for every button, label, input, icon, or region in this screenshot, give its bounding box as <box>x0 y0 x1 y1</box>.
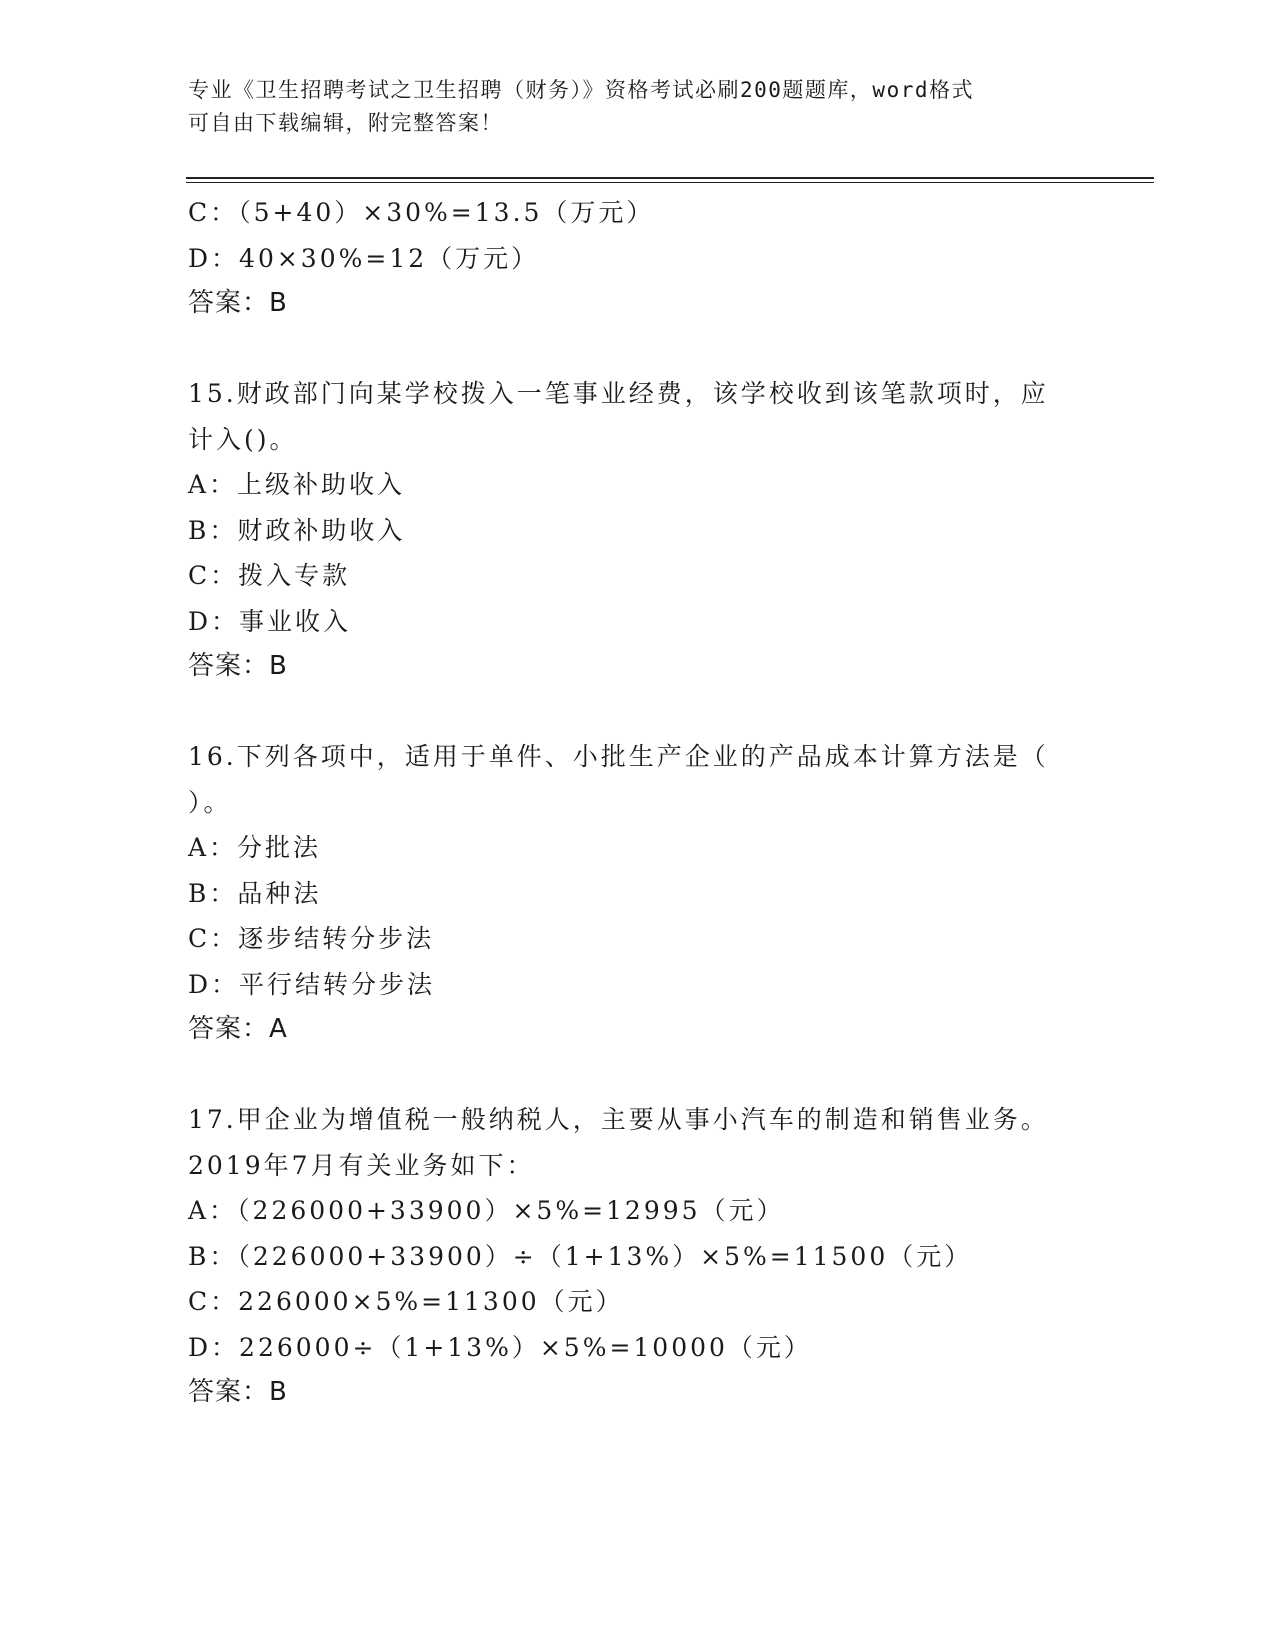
option-c: C：（5+40）×30%=13.5（万元） <box>188 198 655 227</box>
question-stem-continued: 计入()。 <box>188 424 298 454</box>
option-a: A：（226000+33900）×5%=12995（元） <box>188 1196 785 1225</box>
option-c: C：拨入专款 <box>188 561 351 590</box>
option-d: D：平行结转分步法 <box>188 969 436 999</box>
question-stem-continued: ）。 <box>188 787 232 817</box>
header-line-2: 可自由下载编辑，附完整答案！ <box>188 111 503 135</box>
question-14-tail <box>188 190 1088 326</box>
question-15 <box>188 371 1088 689</box>
option-d: D：226000÷（1+13%）×5%=10000（元） <box>188 1332 812 1362</box>
option-c: C：226000×5%=11300（元） <box>188 1287 624 1316</box>
option-d: D：40×30%=12（万元） <box>188 243 540 273</box>
question-stem: 16.下列各项中，适用于单件、小批生产企业的产品成本计算方法是（ <box>188 742 1049 771</box>
option-a: A：上级补助收入 <box>188 470 406 499</box>
question-17 <box>188 1097 1088 1415</box>
question-16 <box>188 734 1088 1052</box>
answer: 答案：B <box>188 288 288 318</box>
question-stem: 17.甲企业为增值税一般纳税人，主要从事小汽车的制造和销售业务。 <box>188 1105 1049 1134</box>
option-b: B：（226000+33900）÷（1+13%）×5%=11500（元） <box>188 1241 973 1271</box>
question-content <box>188 190 1088 1415</box>
document-header <box>188 74 1068 140</box>
option-b: B：财政补助收入 <box>188 515 406 545</box>
header-line-1: 专业《卫生招聘考试之卫生招聘（财务）》资格考试必刷200题题库，word格式 <box>188 78 974 102</box>
option-c: C：逐步结转分步法 <box>188 924 435 953</box>
option-b: B：品种法 <box>188 878 322 908</box>
option-d: D：事业收入 <box>188 606 352 636</box>
header-rule-thick <box>186 177 1154 179</box>
header-rule-thin <box>186 182 1154 183</box>
question-stem-continued: 2019年7月有关业务如下： <box>188 1150 535 1180</box>
question-stem: 15.财政部门向某学校拨入一笔事业经费，该学校收到该笔款项时，应 <box>188 379 1049 408</box>
answer: 答案：B <box>188 1377 288 1407</box>
answer: 答案：A <box>188 1014 288 1044</box>
answer: 答案：B <box>188 651 288 681</box>
option-a: A：分批法 <box>188 833 322 862</box>
